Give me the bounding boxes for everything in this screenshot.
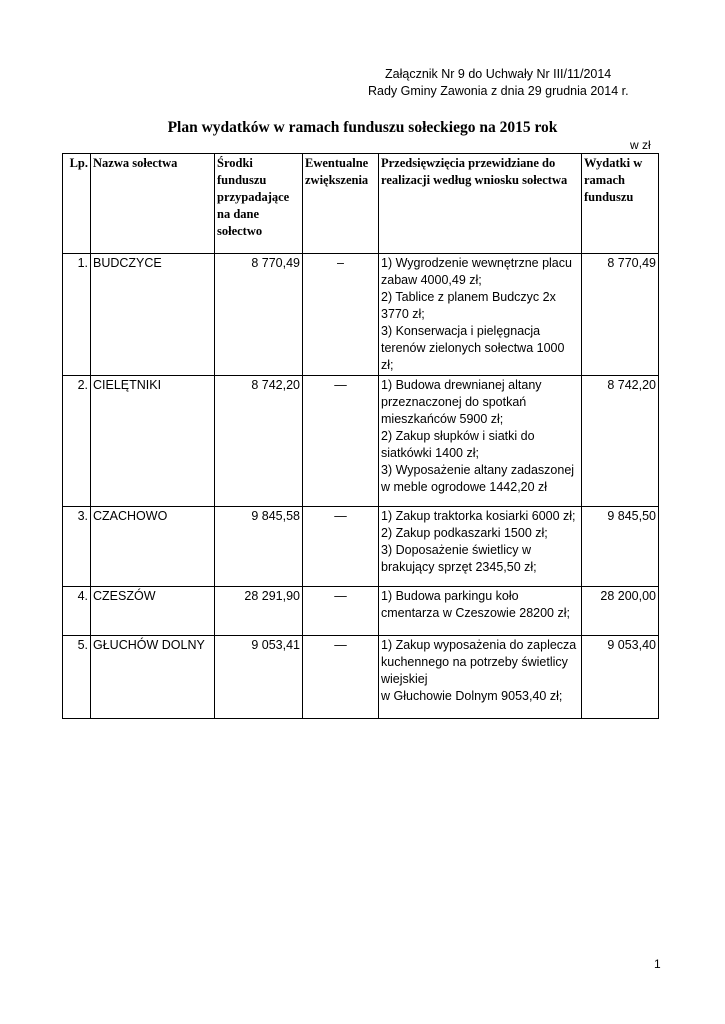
expenses-table [62,153,659,719]
cell-funds: 9 845,58 [215,507,303,587]
cell-funds: 28 291,90 [215,587,303,636]
document-title: Plan wydatków w ramach funduszu sołeckiego na 2015 rok [167,119,558,136]
header-name: Nazwa sołectwa [91,154,215,254]
cell-name: CIELĘTNIKI [91,376,215,507]
cell-funds: 8 770,49 [215,254,303,376]
project-item: 2) Zakup podkaszarki 1500 zł; [381,526,548,540]
cell-increase: — [303,376,379,507]
project-item: 1) Zakup traktorka kosiarki 6000 zł; [381,509,576,523]
cell-name: CZESZÓW [91,587,215,636]
project-item: 3) Doposażenie świetlicy w brakujący sprzęt 2345,50 zł; [381,543,537,574]
cell-lp: 1. [63,254,91,376]
header-projects: Przedsięwzięcia przewidziane do realizacji według wniosku sołectwa [379,154,582,254]
cell-expenses: 8 742,20 [582,376,659,507]
project-item: 3) Konserwacja i pielęgnacja terenów zielonych sołectwa 1000 zł; [381,324,565,372]
cell-increase: — [303,507,379,587]
project-item: 1) Budowa drewnianej altany przeznaczonej do spotkań mieszkańców 5900 zł; [381,378,542,426]
header-attachment-line: Załącznik Nr 9 do Uchwały Nr III/11/2014 [385,67,612,81]
project-item: 1) Wygrodzenie wewnętrzne placu zabaw 4000,49 zł; [381,256,572,287]
cell-projects [379,636,582,719]
table-row [63,507,659,587]
cell-expenses: 9 053,40 [582,636,659,719]
cell-expenses: 8 770,49 [582,254,659,376]
table-row [63,376,659,507]
cell-increase: – [303,254,379,376]
header-increase: Ewentualne zwiększenia [303,154,379,254]
table-row [63,254,659,376]
project-item: 2) Zakup słupków i siatki do siatkówki 1400 zł; [381,429,535,460]
cell-projects [379,376,582,507]
cell-name: GŁUCHÓW DOLNY [91,636,215,719]
cell-funds: 8 742,20 [215,376,303,507]
document-header [368,66,629,100]
project-item: 3) Wyposażenie altany zadaszonej w meble ogrodowe 1442,20 zł [381,463,575,494]
cell-projects [379,254,582,376]
header-lp: Lp. [63,154,91,254]
currency-unit: w zł [630,138,651,152]
table-row [63,636,659,719]
project-item: 1) Budowa parkingu koło cmentarza w Czeszowie 28200 zł; [381,589,570,620]
cell-lp: 4. [63,587,91,636]
cell-lp: 2. [63,376,91,507]
cell-name: BUDCZYCE [91,254,215,376]
cell-expenses: 9 845,50 [582,507,659,587]
header-funds: Środki funduszu przypadające na dane sołectwo [215,154,303,254]
project-item: 2) Tablice z planem Budczyc 2x 3770 zł; [381,290,556,321]
table-row [63,587,659,636]
header-expenses: Wydatki w ramach funduszu [582,154,659,254]
cell-projects [379,507,582,587]
cell-funds: 9 053,41 [215,636,303,719]
header-council-line: Rady Gminy Zawonia z dnia 29 grudnia 2014 r. [368,84,629,98]
table-header-row [63,154,659,254]
cell-projects [379,587,582,636]
cell-expenses: 28 200,00 [582,587,659,636]
page-number: 1 [654,957,661,971]
cell-increase: — [303,587,379,636]
project-item: w Głuchowie Dolnym 9053,40 zł; [381,689,563,703]
cell-lp: 3. [63,507,91,587]
cell-name: CZACHOWO [91,507,215,587]
cell-lp: 5. [63,636,91,719]
project-item: 1) Zakup wyposażenia do zaplecza kuchennego na potrzeby świetlicy wiejskiej [381,638,577,686]
cell-increase: — [303,636,379,719]
